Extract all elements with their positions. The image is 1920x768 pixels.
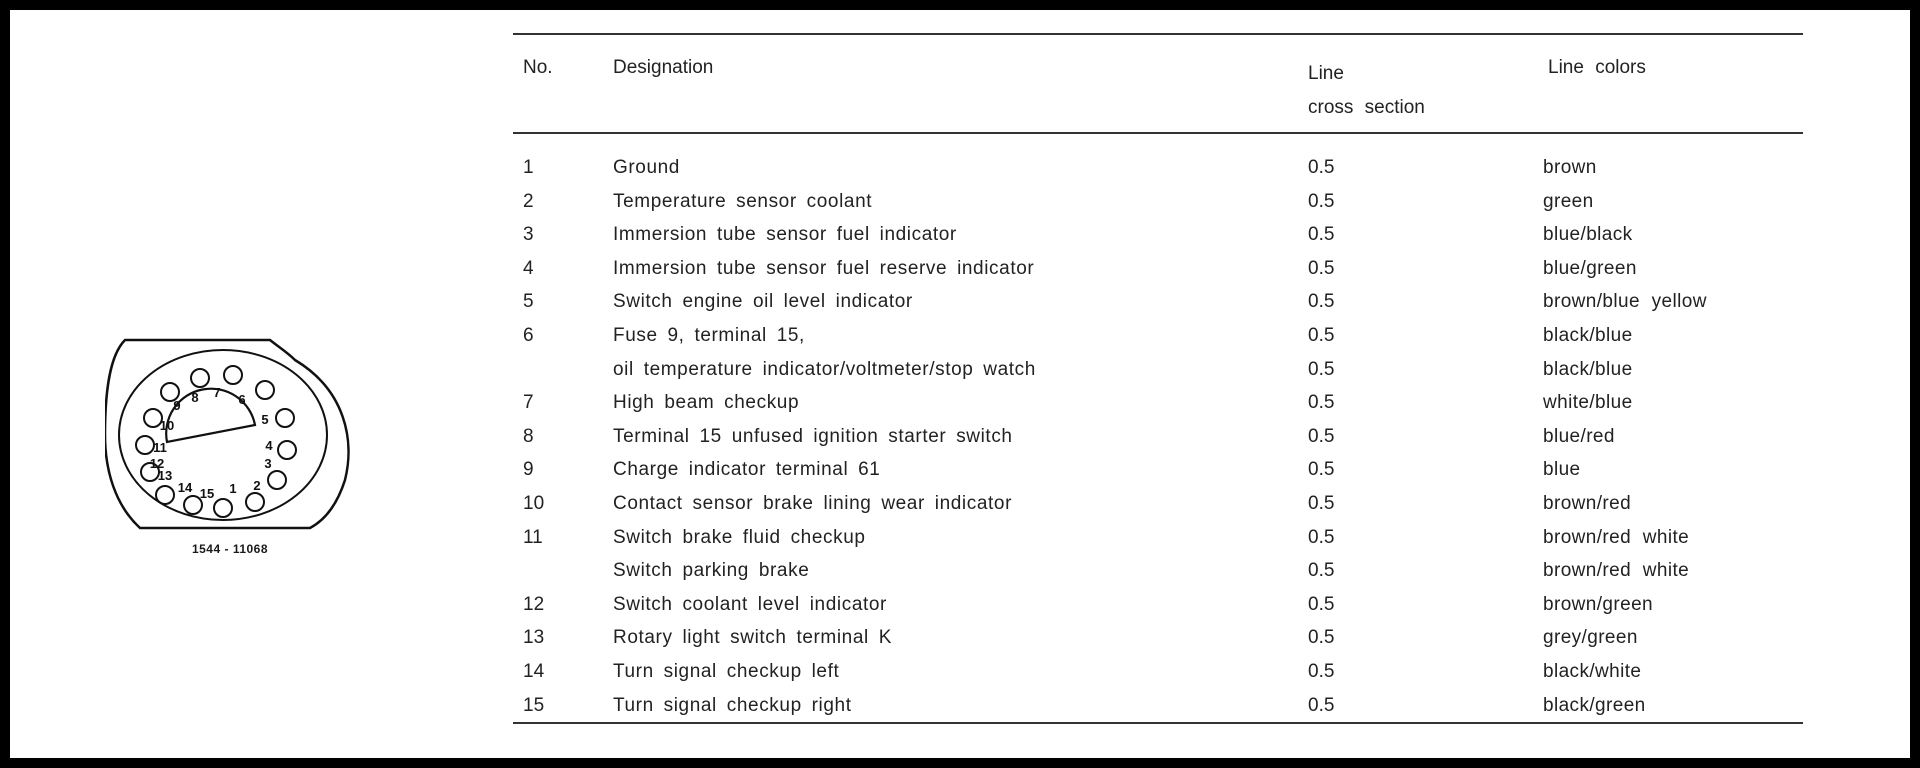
table-row bbox=[513, 557, 1803, 591]
table-row bbox=[513, 591, 1803, 625]
row-number: 6 bbox=[523, 324, 534, 346]
connector-diagram bbox=[105, 330, 355, 580]
document-page bbox=[10, 10, 1910, 758]
row-designation: Terminal 15 unfused ignition starter switch bbox=[613, 425, 1013, 447]
pin-3-socket bbox=[268, 471, 286, 489]
row-line-color: brown/red white bbox=[1543, 560, 1690, 582]
row-designation: Switch engine oil level indicator bbox=[613, 291, 913, 313]
pin-label: 8 bbox=[191, 390, 199, 405]
table-row bbox=[513, 624, 1803, 658]
row-number: 10 bbox=[523, 492, 545, 514]
pin-label: 5 bbox=[261, 412, 269, 427]
header-cross-section: Line cross section bbox=[1308, 63, 1425, 118]
row-designation: Turn signal checkup right bbox=[613, 694, 852, 716]
table-row bbox=[513, 255, 1803, 289]
pin-label: 3 bbox=[264, 456, 272, 471]
pin-label: 10 bbox=[159, 418, 175, 433]
row-line-color: blue bbox=[1543, 459, 1581, 481]
table-row bbox=[513, 288, 1803, 322]
row-line-color: brown/blue yellow bbox=[1543, 291, 1707, 313]
row-number: 7 bbox=[523, 392, 534, 414]
pin-label: 4 bbox=[265, 438, 273, 453]
row-line-color: brown/red white bbox=[1543, 526, 1690, 548]
row-cross-section: 0.5 bbox=[1308, 358, 1335, 380]
row-designation: Rotary light switch terminal K bbox=[613, 627, 892, 649]
table-body bbox=[513, 134, 1803, 722]
table-row bbox=[513, 188, 1803, 222]
row-line-color: blue/green bbox=[1543, 257, 1637, 279]
row-cross-section: 0.5 bbox=[1308, 157, 1335, 178]
row-number: 4 bbox=[523, 257, 534, 279]
table-row bbox=[513, 524, 1803, 558]
pin-6-socket bbox=[256, 381, 274, 399]
row-line-color: green bbox=[1543, 190, 1594, 212]
row-designation: Switch brake fluid checkup bbox=[613, 526, 866, 548]
row-line-color: brown/red bbox=[1543, 492, 1632, 514]
row-number: 3 bbox=[523, 224, 534, 246]
row-line-color: brown/green bbox=[1543, 593, 1654, 615]
pin-label: 13 bbox=[157, 468, 173, 483]
pin-13-socket bbox=[156, 486, 174, 504]
row-designation: Switch parking brake bbox=[613, 560, 810, 582]
row-cross-section: 0.5 bbox=[1308, 627, 1335, 649]
row-designation: Contact sensor brake lining wear indicator bbox=[613, 492, 1012, 514]
row-designation: Charge indicator terminal 61 bbox=[613, 459, 881, 481]
header-no: No. bbox=[523, 57, 553, 78]
row-line-color: brown bbox=[1543, 157, 1597, 178]
row-line-color: black/blue bbox=[1543, 358, 1633, 380]
pin-7-socket bbox=[224, 366, 242, 384]
pin-8-socket bbox=[191, 369, 209, 387]
row-line-color: black/white bbox=[1543, 660, 1642, 682]
row-designation: Fuse 9, terminal 15, bbox=[613, 324, 805, 346]
row-cross-section: 0.5 bbox=[1308, 190, 1335, 212]
row-line-color: black/blue bbox=[1543, 324, 1633, 346]
row-designation: oil temperature indicator/voltmeter/stop watch bbox=[613, 358, 1036, 380]
row-cross-section: 0.5 bbox=[1308, 560, 1335, 582]
table-row bbox=[513, 322, 1803, 356]
pin-label: 9 bbox=[173, 398, 181, 413]
table-header bbox=[513, 35, 1803, 132]
row-line-color: grey/green bbox=[1543, 627, 1638, 649]
table-row bbox=[513, 423, 1803, 457]
table-row bbox=[513, 658, 1803, 692]
pin-label: 6 bbox=[238, 392, 246, 407]
row-number: 12 bbox=[523, 593, 545, 615]
row-number: 14 bbox=[523, 660, 545, 682]
connector-pin-labels bbox=[150, 385, 274, 501]
table-row bbox=[513, 221, 1803, 255]
row-cross-section: 0.5 bbox=[1308, 425, 1335, 447]
row-number: 5 bbox=[523, 291, 534, 313]
pin-1-socket bbox=[214, 499, 232, 517]
row-line-color: white/blue bbox=[1543, 392, 1633, 414]
row-cross-section: 0.5 bbox=[1308, 526, 1335, 548]
table-row bbox=[513, 389, 1803, 423]
row-cross-section: 0.5 bbox=[1308, 392, 1335, 414]
row-line-color: blue/red bbox=[1543, 425, 1615, 447]
row-number: 8 bbox=[523, 425, 534, 447]
row-cross-section: 0.5 bbox=[1308, 694, 1335, 716]
pin-label: 15 bbox=[199, 486, 215, 501]
row-cross-section: 0.5 bbox=[1308, 324, 1335, 346]
row-designation: Immersion tube sensor fuel reserve indicator bbox=[613, 257, 1035, 279]
header-colors: Line colors bbox=[1548, 57, 1646, 78]
table-row bbox=[513, 456, 1803, 490]
row-designation: Immersion tube sensor fuel indicator bbox=[613, 224, 957, 246]
pin-label: 14 bbox=[177, 480, 193, 495]
row-designation: Switch coolant level indicator bbox=[613, 593, 887, 615]
pin-label: 1 bbox=[229, 481, 237, 496]
row-designation: Ground bbox=[613, 157, 680, 178]
pin-label: 7 bbox=[213, 385, 221, 400]
pin-2-socket bbox=[246, 493, 264, 511]
row-number: 13 bbox=[523, 627, 545, 649]
row-cross-section: 0.5 bbox=[1308, 459, 1335, 481]
connector-inner-ring bbox=[119, 350, 327, 520]
header-designation: Designation bbox=[613, 57, 714, 78]
row-cross-section: 0.5 bbox=[1308, 257, 1335, 279]
pin-11-socket bbox=[136, 436, 154, 454]
row-number: 11 bbox=[523, 526, 543, 548]
row-cross-section: 0.5 bbox=[1308, 224, 1335, 246]
pin-5-socket bbox=[276, 409, 294, 427]
pin-label: 12 bbox=[149, 456, 165, 471]
row-cross-section: 0.5 bbox=[1308, 593, 1335, 615]
diagram-caption: 1544 - 11068 bbox=[191, 542, 269, 556]
pin-4-socket bbox=[278, 441, 296, 459]
wiring-table bbox=[513, 33, 1803, 724]
row-designation: Temperature sensor coolant bbox=[613, 190, 873, 212]
pin-label: 2 bbox=[253, 478, 261, 493]
table-row bbox=[513, 356, 1803, 390]
row-designation: Turn signal checkup left bbox=[613, 660, 840, 682]
row-number: 2 bbox=[523, 190, 534, 212]
row-number: 15 bbox=[523, 694, 545, 716]
row-designation: High beam checkup bbox=[613, 392, 800, 414]
row-cross-section: 0.5 bbox=[1308, 291, 1335, 313]
row-line-color: blue/black bbox=[1543, 224, 1633, 246]
connector-pinout-drawing bbox=[105, 330, 355, 530]
row-cross-section: 0.5 bbox=[1308, 492, 1335, 514]
table-row bbox=[513, 154, 1803, 188]
pin-label: 11 bbox=[153, 440, 167, 455]
row-number: 1 bbox=[523, 157, 534, 178]
table-row bbox=[513, 490, 1803, 524]
row-cross-section: 0.5 bbox=[1308, 660, 1335, 682]
row-number: 9 bbox=[523, 459, 534, 481]
row-line-color: black/green bbox=[1543, 694, 1646, 716]
table-row bbox=[513, 692, 1803, 726]
